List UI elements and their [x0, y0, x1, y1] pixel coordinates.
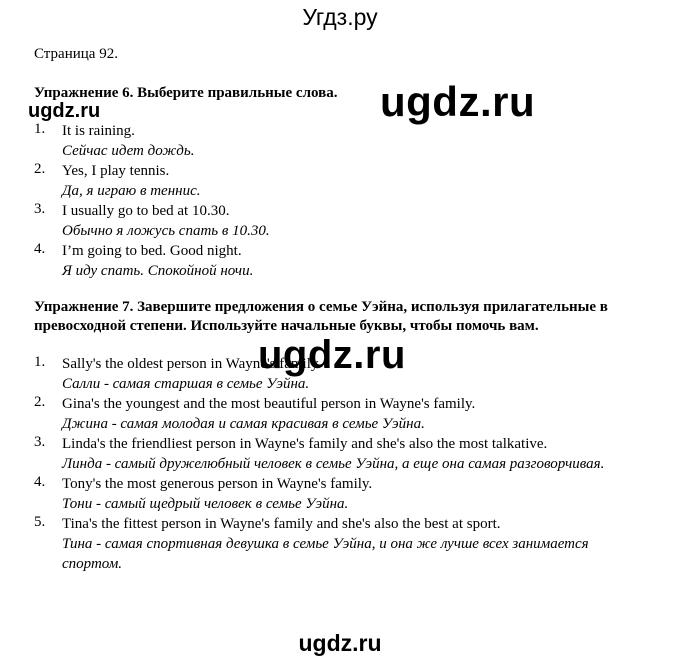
item-number: 2. [34, 161, 46, 177]
russian-translation: Джина - самая молодая и самая красивая в семье Уэйна. [62, 416, 425, 432]
english-sentence: Yes, I play tennis. [62, 163, 170, 179]
item-number: 3. [34, 201, 46, 217]
russian-translation: Салли - самая старшая в семье Уэйна. [62, 376, 310, 392]
english-sentence: Linda's the friendliest person in Wayne's family and she's also the most talkative. [62, 436, 548, 452]
watermark-large-1: ugdz.ru [380, 78, 536, 125]
english-sentence: Tina's the fittest person in Wayne's family and she's also the best at sport. [62, 516, 501, 532]
list-item [34, 161, 270, 201]
russian-translation: Я иду спать. Спокойной ночи. [62, 263, 254, 279]
item-number: 1. [34, 354, 46, 370]
watermark-large-2: ugdz.ru [258, 333, 406, 377]
item-number: 3. [34, 434, 46, 450]
list-item [34, 394, 622, 434]
list-item [34, 121, 270, 161]
list-item [34, 514, 622, 574]
russian-translation: Тони - самый щедрый человек в семье Уэйна. [62, 496, 349, 512]
list-item [34, 241, 270, 281]
english-sentence: Gina's the youngest and the most beautiful person in Wayne's family. [62, 396, 476, 412]
list-item [34, 201, 270, 241]
russian-translation: Обычно я ложусь спать в 10.30. [62, 223, 270, 239]
english-sentence: It is raining. [62, 123, 135, 139]
exercise-6-heading: Упражнение 6. Выберите правильные слова. [34, 85, 338, 101]
item-number: 2. [34, 394, 46, 410]
watermark-bottom: ugdz.ru [298, 630, 382, 656]
russian-translation: Сейчас идет дождь. [62, 143, 195, 159]
russian-translation: Да, я играю в теннис. [62, 183, 201, 199]
item-number: 4. [34, 241, 46, 257]
english-sentence: I’m going to bed. Good night. [62, 243, 242, 259]
english-sentence: Tony's the most generous person in Wayne's family. [62, 476, 373, 492]
item-number: 1. [34, 121, 46, 137]
english-sentence: I usually go to bed at 10.30. [62, 203, 230, 219]
list-item [34, 474, 622, 514]
watermark-top: Угдз.ру [302, 4, 378, 30]
item-number: 5. [34, 514, 46, 530]
russian-translation: Тина - самая спортивная девушка в семье Уэйна, и она же лучше всех занимается спортом. [62, 536, 589, 572]
exercise-7-list [34, 354, 622, 574]
page-label: Страница 92. [34, 46, 118, 62]
list-item [34, 434, 622, 474]
exercise-6-list [34, 121, 270, 281]
exercise-7-heading: Упражнение 7. Завершите предложения о семье Уэйна, используя прилагательные в превосходной степени. Используйте начальные буквы, чтобы помочь вам. [34, 299, 608, 334]
list-item [34, 354, 622, 394]
item-number: 4. [34, 474, 46, 490]
watermark-small-1: ugdz.ru [28, 100, 101, 122]
russian-translation: Линда - самый дружелюбный человек в семье Уэйна, а еще она самая разговорчивая. [62, 456, 605, 472]
english-sentence: Sally's the oldest person in Wayne's family. [62, 356, 322, 372]
